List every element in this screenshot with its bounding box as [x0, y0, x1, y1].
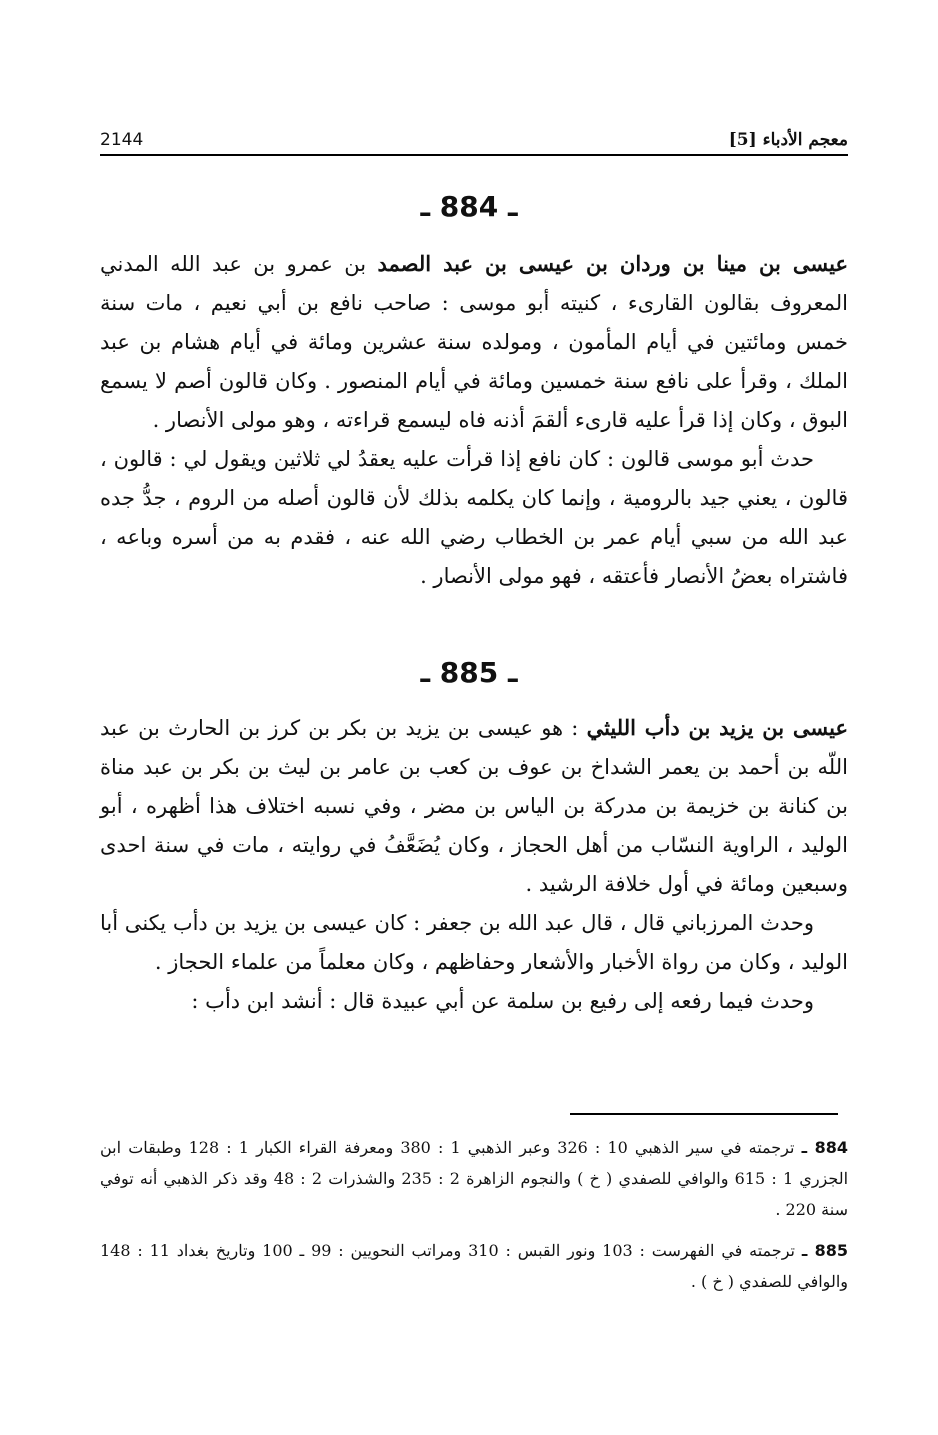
footnote-885-number: 885 ـ [801, 1241, 849, 1260]
entry-884-paragraph-1 [100, 244, 848, 440]
entry-885-body [100, 708, 848, 1021]
entry-885-text-1: : هو عيسى بن يزيد بن بكر بن كرز بن الحارث بن عبد اللّه بن أحمد بن يعمر الشداخ بن عوف بن كعب بن عامر بن ليث بن بكر بن عبد مناة بن كنانة بن خزيمة بن مدركة بن الياس بن مضر ، وفي نسبه اختلاف هذا أظهره ، أبو الوليد ، الراوية النسّاب من أهل الحجاز ، وكان يُضَعَّفُ في روايته ، مات في سنة احدى وسبعين ومائة في أول خلافة الرشيد . [100, 716, 848, 896]
entry-number-884: ـ 884 ـ [420, 190, 518, 223]
page-number: 2144 [100, 130, 144, 150]
entry-884-name: عيسى بن مينا بن وردان بن عيسى بن عبد الصمد [377, 251, 848, 276]
entry-885-paragraph-1 [100, 708, 848, 904]
footnote-separator [570, 1113, 838, 1115]
entry-885-paragraph-3: وحدث فيما رفعه إلى رفيع بن سلمة عن أبي عبيدة قال : أنشد ابن دأب : [191, 989, 814, 1013]
page-header [100, 122, 848, 156]
footnote-885-text: ترجمته في الفهرست : 103 ونور القبس : 310 ومراتب النحويين : 99 ـ 100 وتاريخ بغداد 11 : 148 والوافي للصفدي ( خ ) . [100, 1241, 848, 1291]
entry-number-885: ـ 885 ـ [420, 656, 518, 689]
entry-884-text-1: بن عمرو بن عبد الله المدني المعروف بقالون القارىء ، كنيته أبو موسى : صاحب نافع بن أبي نعيم ، مات سنة خمس ومائتين في أيام المأمون ، ومولده سنة عشرين ومائة في أيام هشام بن عبد الملك ، وقرأ على نافع سنة خمسين ومائة في أيام المنصور . وكان قالون أصم لا يسمع البوق ، وكان إذا قرأ عليه قارىء ألقمَ أذنه فاه ليسمع قراءته ، وهو مولى الأنصار . [100, 252, 848, 432]
footnote-885 [100, 1235, 848, 1297]
entry-885-name: عيسى بن يزيد بن دأب الليثي [586, 715, 848, 740]
footnote-884 [100, 1132, 848, 1225]
footnote-884-text: ترجمته في سير الذهبي 10 : 326 وعبر الذهبي 1 : 380 ومعرفة القراء الكبار 1 : 128 وطبقات ابن الجزري 1 : 615 والوافي للصفدي ( خ ) والنجوم الزاهرة 2 : 235 والشذرات 2 : 48 وقد ذكر الذهبي أنه توفي سنة 220 . [100, 1138, 849, 1219]
footnote-884-number: 884 ـ [801, 1138, 849, 1157]
book-title: معجم الأدباء [5] [728, 130, 848, 150]
entry-884-paragraph-2: حدث أبو موسى قالون : كان نافع إذا قرأت عليه يعقدُ لي ثلاثين ويقول لي : قالون ، قالون ، يعني جيد بالرومية ، وإنما كان يكلمه بذلك لأن قالون أصله من الروم ، جدُّ جده عبد الله من سبي أيام عمر بن الخطاب رضي الله عنه ، فقدم به من أسره وباعه ، فاشتراه بعضُ الأنصار فأعتقه ، فهو مولى الأنصار . [100, 447, 848, 588]
entry-884-body [100, 244, 848, 596]
entry-885-paragraph-2: وحدث المرزباني قال ، قال عبد الله بن جعفر : كان عيسى بن يزيد بن دأب يكنى أبا الوليد ، وكان من رواة الأخبار والأشعار وحفاظهم ، وكان معلماً من علماء الحجاز . [100, 911, 848, 974]
footnotes [100, 1132, 848, 1307]
